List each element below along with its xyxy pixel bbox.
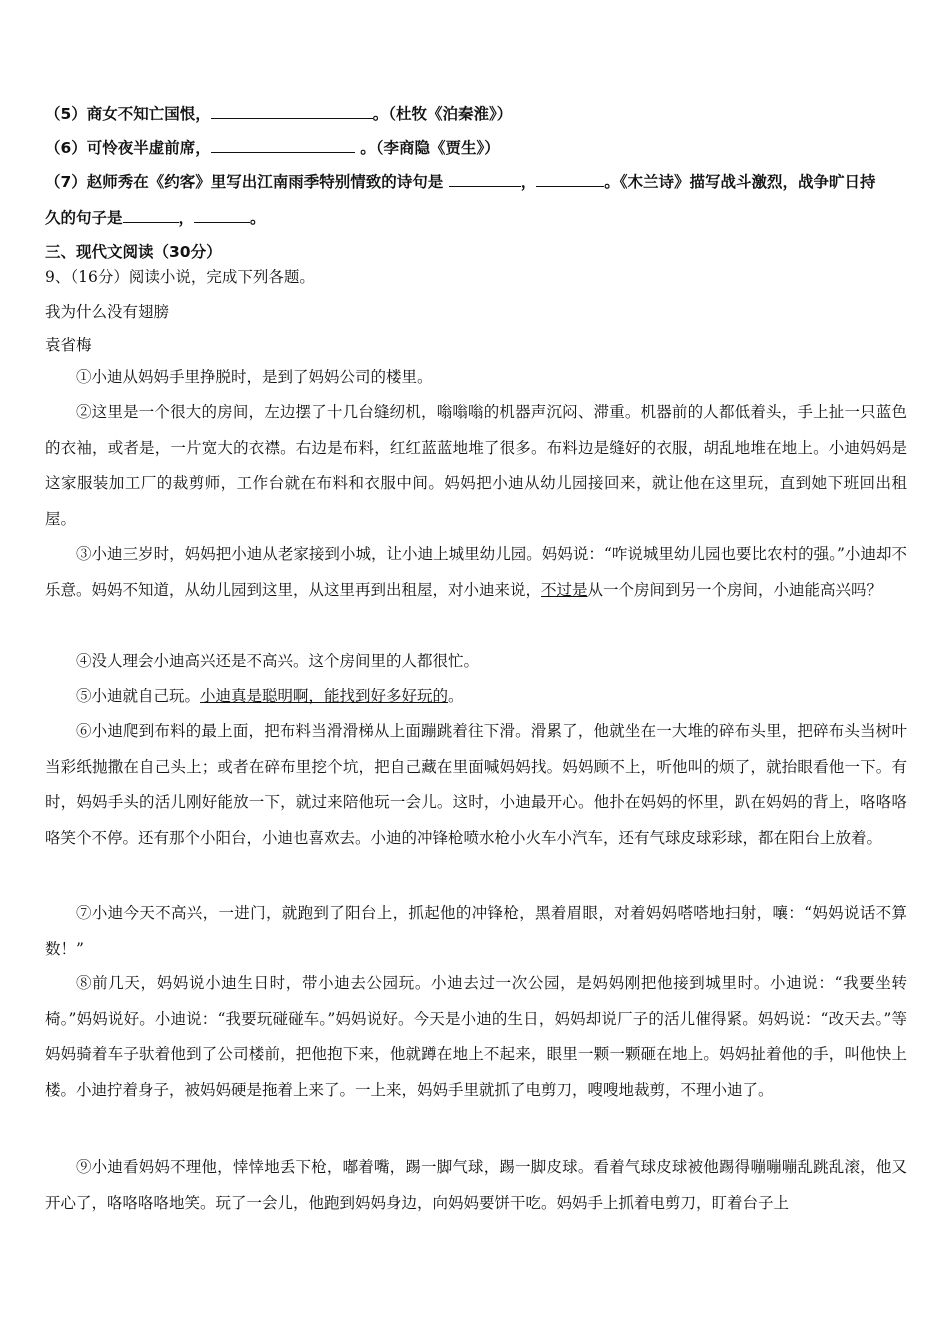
p3-text-a: ③小迪三岁时，妈妈把小迪从老家接到小城，让小迪上城里幼儿园。妈妈说：“咋说城里幼儿园也要比农村的强。”小迪却不乐意。妈妈不知道，从幼儿园到这里，从这里再到出租屋，对小迪来说，	[45, 545, 907, 599]
q5-answer-blank[interactable]	[211, 104, 373, 119]
question-5	[45, 104, 915, 124]
q7-answer-blank-1[interactable]	[449, 172, 521, 187]
question-7-line2	[45, 208, 915, 228]
q6-prefix: （6）可怜夜半虚前席，	[45, 139, 211, 157]
q5-suffix: 。（杜牧《泊秦淮》）	[372, 105, 513, 123]
q5-prefix: （5）商女不知亡国恨，	[45, 105, 211, 123]
paragraph-8: ⑧前几天，妈妈说小迪生日时，带小迪去公园玩。小迪去过一次公园，是妈妈刚把他接到城里时。小迪说：“我要坐转椅。”妈妈说好。小迪说：“我要玩碰碰车。”妈妈说好。今天是小迪的生日，妈妈却说厂子的活儿催得紧。妈妈说：“改天去。”等妈妈骑着车子驮着他到了公司楼前，把他抱下来，他就蹲在地上不起来，眼里一颗一颗砸在地上。妈妈扯着他的手，叫他快上楼。小迪拧着身子，被妈妈硬是拖着上来了。一上来，妈妈手里就抓了电剪刀，嗖嗖地裁剪，不理小迪了。	[45, 974, 907, 1099]
p3-underlined-phrase: 不过是	[541, 580, 588, 599]
paragraph-2: ②这里是一个很大的房间，左边摆了十几台缝纫机，嗡嗡嗡的机器声沉闷、滞重。机器前的人都低着头，手上扯一只蓝色的衣袖，或者是，一片宽大的衣襟。右边是布料，红红蓝蓝地堆了很多。布料边是缝好的衣服，胡乱地堆在地上。小迪妈妈是这家服装加工厂的裁剪师，工作台就在布料和衣服中间。妈妈把小迪从幼儿园接回来，就让他在这里玩，直到她下班回出租屋。	[45, 403, 907, 528]
q7-sep2: ，	[178, 209, 195, 227]
question-7-line1	[45, 172, 915, 192]
paragraph-4: ④没人理会小迪高兴还是不高兴。这个房间里的人都很忙。	[76, 652, 480, 670]
story-title: 我为什么没有翅膀	[45, 303, 170, 321]
q6-answer-blank[interactable]	[211, 138, 355, 153]
q9-intro: 9、（16分）阅读小说，完成下列各题。	[45, 268, 315, 286]
paragraph-3	[45, 537, 907, 608]
q7-answer-blank-3[interactable]	[123, 208, 179, 223]
p5-text-b: 。	[448, 687, 464, 705]
q7-end: 。	[250, 209, 266, 227]
paragraph-9: ⑨小迪看妈妈不理他，悻悻地丢下枪，嘟着嘴，踢一脚气球，踢一脚皮球。看着气球皮球被他踢得嘣嘣嘣乱跳乱滚，他又开心了，咯咯咯咯地笑。玩了一会儿，他跑到妈妈身边，向妈妈要饼干吃。妈妈手上抓着电剪刀，盯着台子上	[45, 1158, 907, 1212]
paragraph-1: ①小迪从妈妈手里挣脱时，是到了妈妈公司的楼里。	[76, 368, 433, 386]
q7-part3: 久的句子是	[45, 209, 123, 227]
p3-text-b: 从一个房间到另一个房间，小迪能高兴吗？	[587, 580, 883, 599]
section-heading: 三、现代文阅读（30分）	[45, 243, 222, 261]
q7-answer-blank-2[interactable]	[536, 172, 604, 187]
q7-answer-blank-4[interactable]	[194, 208, 250, 223]
p5-text-a: ⑤小迪就自己玩。	[76, 687, 201, 705]
paragraph-7: ⑦小迪今天不高兴，一进门，就跑到了阳台上，抓起他的冲锋枪，黑着眉眼，对着妈妈嗒嗒地扫射，嚷：“妈妈说话不算数！”	[45, 904, 907, 958]
q7-part1: （7）赵师秀在《约客》里写出江南雨季特别情致的诗句是	[45, 173, 449, 191]
story-author: 袁省梅	[45, 336, 92, 354]
q7-sep1: ，	[520, 173, 537, 191]
paragraph-6: ⑥小迪爬到布料的最上面，把布料当滑滑梯从上面蹦跳着往下滑。滑累了，他就坐在一大堆的碎布头里，把碎布头当树叶当彩纸抛撒在自己头上；或者在碎布里挖个坑，把自己藏在里面喊妈妈找。妈妈顾不上，听他叫的烦了，就抬眼看他一下。有时，妈妈手头的活儿刚好能放一下，就过来陪他玩一会儿。这时，小迪最开心。他扑在妈妈的怀里，趴在妈妈的背上，咯咯咯咯笑个不停。还有那个小阳台，小迪也喜欢去。小迪的冲锋枪喷水枪小火车小汽车，还有气球皮球彩球，都在阳台上放着。	[45, 722, 907, 847]
paragraph-5	[45, 679, 907, 715]
q6-suffix: 。（李商隐《贾生》）	[354, 139, 500, 157]
p5-underlined-sentence: 小迪真是聪明啊，能找到好多好玩的	[200, 687, 449, 705]
q7-part2: 。《木兰诗》描写战斗激烈，战争旷日持	[604, 173, 876, 191]
question-6	[45, 138, 915, 158]
